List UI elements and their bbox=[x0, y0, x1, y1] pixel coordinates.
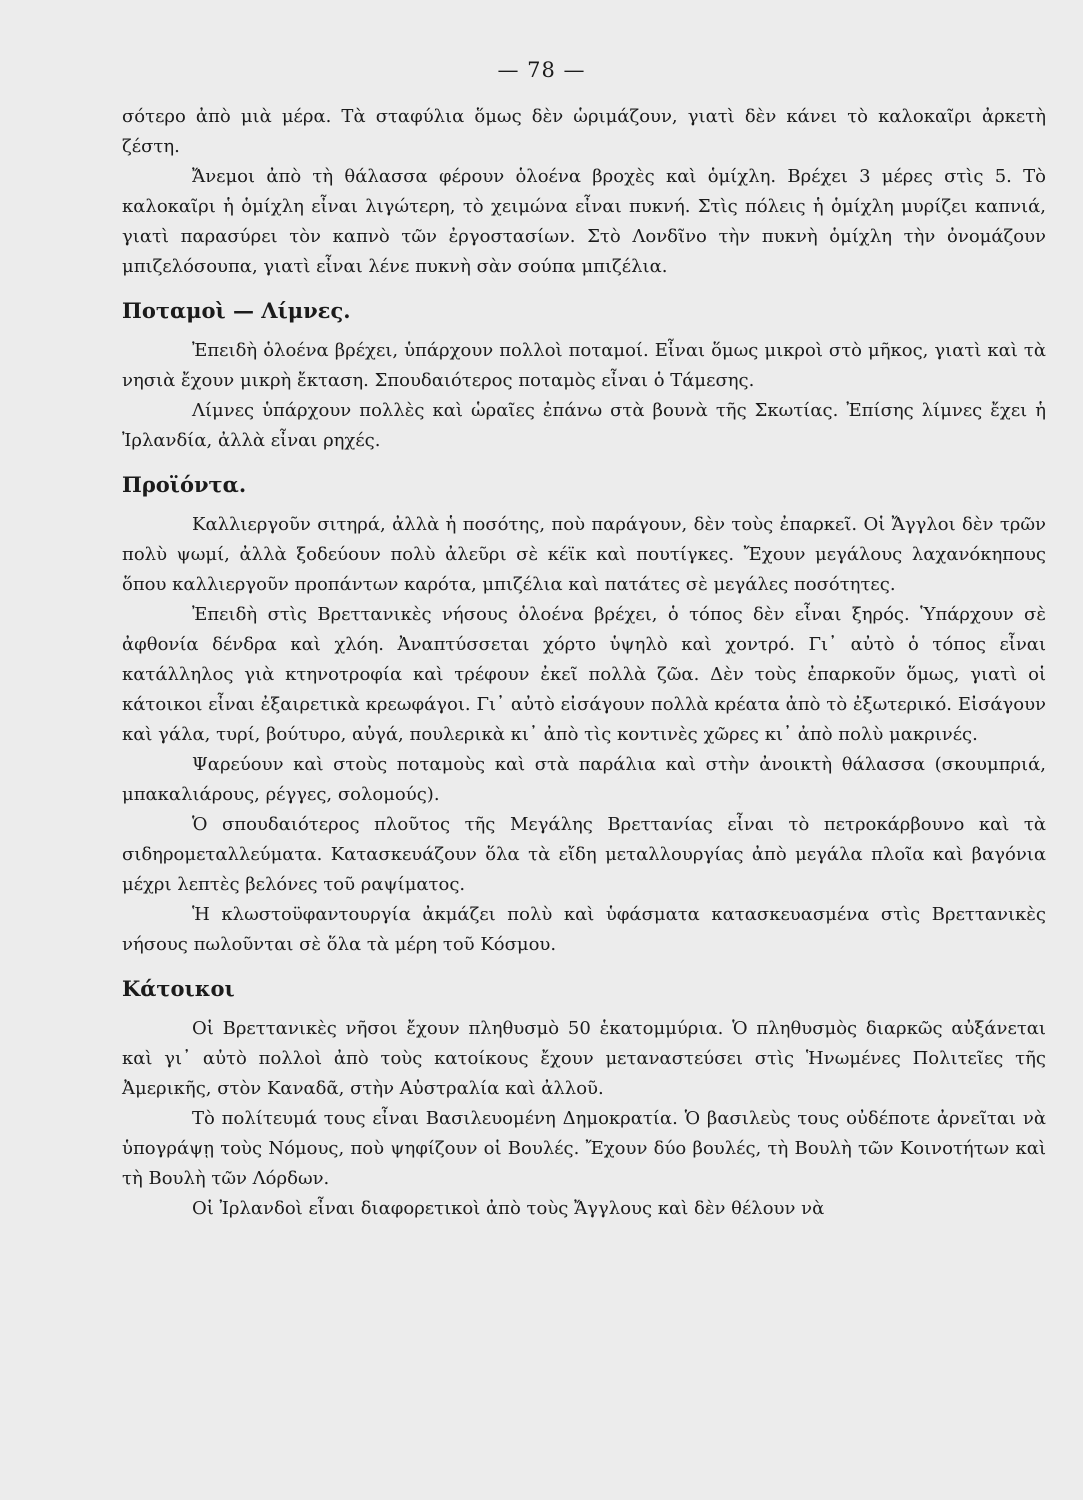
products-paragraph-5: Ἡ κλωστοϋφαντουργία ἀκμάζει πολὺ καὶ ὑφάσματα κατασκευασμένα στὶς Βρεττανικὲς νήσους πωλοῦνται σὲ ὅλα τὰ μέρη τοῦ Κόσμου. bbox=[122, 904, 1046, 955]
inhabitants-paragraph-3: Οἱ Ἰρλανδοὶ εἶναι διαφορετικοὶ ἀπὸ τοὺς Ἄγγλους καὶ δὲν θέλουν νὰ bbox=[192, 1198, 825, 1219]
page-number: — 78 — bbox=[497, 58, 586, 82]
inhabitants-paragraph-1: Οἱ Βρεττανικὲς νῆσοι ἔχουν πληθυσμὸ 50 ἑκατομμύρια. Ὁ πληθυσμὸς διαρκῶς αὐξάνεται καὶ γι᾿ αὐτὸ πολλοὶ ἀπὸ τοὺς κατοίκους ἔχουν μεταναστεύσει στὶς Ἡνωμένες Πολιτεῖες τῆς Ἀμερικῆς, στὸν Καναδᾶ, στὴν Αὐστραλία καὶ ἀλλοῦ. bbox=[122, 1018, 1046, 1099]
intro-paragraph-1: σότερο ἀπὸ μιὰ μέρα. Τὰ σταφύλια ὅμως δὲν ὡριμάζουν, γιατὶ δὲν κάνει τὸ καλοκαῖρι ἀρκετὴ ζέστη. bbox=[122, 106, 1046, 157]
products-paragraph-4: Ὁ σπουδαιότερος πλοῦτος τῆς Μεγάλης Βρεττανίας εἶναι τὸ πετροκάρβουνο καὶ τὰ σιδηρομεταλλεύματα. Κατασκευάζουν ὅλα τὰ εἴδη μεταλλουργίας ἀπὸ μεγάλα πλοῖα καὶ βαγόνια μέχρι λεπτὲς βελόνες τοῦ ραψίματος. bbox=[122, 814, 1046, 895]
section-heading-products: Προϊόντα. bbox=[122, 472, 247, 497]
lakes-paragraph: Λίμνες ὑπάρχουν πολλὲς καὶ ὡραῖες ἐπάνω στὰ βουνὰ τῆς Σκωτίας. Ἐπίσης λίμνες ἔχει ἡ Ἰρλανδία, ἀλλὰ εἶναι ρηχές. bbox=[122, 400, 1046, 451]
rivers-paragraph: Ἐπειδὴ ὁλοένα βρέχει, ὑπάρχουν πολλοὶ ποταμοί. Εἶναι ὅμως μικροὶ στὸ μῆκος, γιατὶ καὶ τὰ νησιὰ ἔχουν μικρὴ ἔκταση. Σπουδαιότερος ποταμὸς εἶναι ὁ Τάμεσης. bbox=[122, 340, 1046, 391]
section-heading-rivers-lakes: Ποταμοὶ — Λίμνες. bbox=[122, 298, 351, 323]
section-heading-inhabitants: Κάτοικοι bbox=[122, 976, 235, 1001]
page-body bbox=[122, 102, 1046, 1224]
intro-paragraph-2: Ἄνεμοι ἀπὸ τὴ θάλασσα φέρουν ὁλοένα βροχὲς καὶ ὁμίχλη. Βρέχει 3 μέρες στὶς 5. Τὸ καλοκαῖρι ἡ ὁμίχλη εἶναι λιγώτερη, τὸ χειμώνα εἶναι πυκνή. Στὶς πόλεις ἡ ὁμίχλη μυρίζει καπνιά, γιατὶ παρασύρει τὸν καπνὸ τῶν ἐργοστασίων. Στὸ Λονδῖνο τὴν πυκνὴ ὁμίχλη τὴν ὀνομάζουν μπιζελόσουπα, γιατὶ εἶναι λένε πυκνὴ σὰν σούπα μπιζέλια. bbox=[122, 166, 1046, 277]
products-paragraph-2: Ἐπειδὴ στὶς Βρεττανικὲς νήσους ὁλοένα βρέχει, ὁ τόπος δὲν εἶναι ξηρός. Ὑπάρχουν σὲ ἀφθονία δένδρα καὶ χλόη. Ἀναπτύσσεται χόρτο ὑψηλὸ καὶ χοντρό. Γι᾿ αὐτὸ ὁ τόπος εἶναι κατάλληλος γιὰ κτηνοτροφία καὶ τρέφουν ἐκεῖ πολλὰ ζῶα. Δὲν τοὺς ἐπαρκοῦν ὅμως, γιατὶ οἱ κάτοικοι εἶναι ἐξαιρετικὰ κρεωφάγοι. Γι᾿ αὐτὸ εἰσάγουν πολλὰ κρέατα ἀπὸ τὸ ἐξωτερικό. Εἰσάγουν καὶ γάλα, τυρί, βούτυρο, αὐγά, πουλερικὰ κι᾿ ἀπὸ τὶς κοντινὲς χῶρες κι᾿ ἀπὸ πολὺ μακρινές. bbox=[122, 604, 1046, 745]
inhabitants-paragraph-2: Τὸ πολίτευμά τους εἶναι Βασιλευομένη Δημοκρατία. Ὁ βασιλεὺς τους οὐδέποτε ἀρνεῖται νὰ ὑπογράψῃ τοὺς Νόμους, ποὺ ψηφίζουν οἱ Βουλές. Ἔχουν δύο βουλές, τὴ Βουλὴ τῶν Κοινοτήτων καὶ τὴ Βουλὴ τῶν Λόρδων. bbox=[122, 1108, 1046, 1189]
products-paragraph-3: Ψαρεύουν καὶ στοὺς ποταμοὺς καὶ στὰ παράλια καὶ στὴν ἀνοικτὴ θάλασσα (σκουμπριά, μπακαλιάρους, ρέγγες, σολομούς). bbox=[122, 754, 1046, 805]
products-paragraph-1: Καλλιεργοῦν σιτηρά, ἀλλὰ ἡ ποσότης, ποὺ παράγουν, δὲν τοὺς ἐπαρκεῖ. Οἱ Ἄγγλοι δὲν τρῶν πολὺ ψωμί, ἀλλὰ ξοδεύουν πολὺ ἀλεῦρι σὲ κέϊκ καὶ πουτίγκες. Ἔχουν μεγάλους λαχανόκηπους ὅπου καλλιεργοῦν προπάντων καρότα, μπιζέλια καὶ πατάτες σὲ μεγάλες ποσότητες. bbox=[122, 514, 1046, 595]
